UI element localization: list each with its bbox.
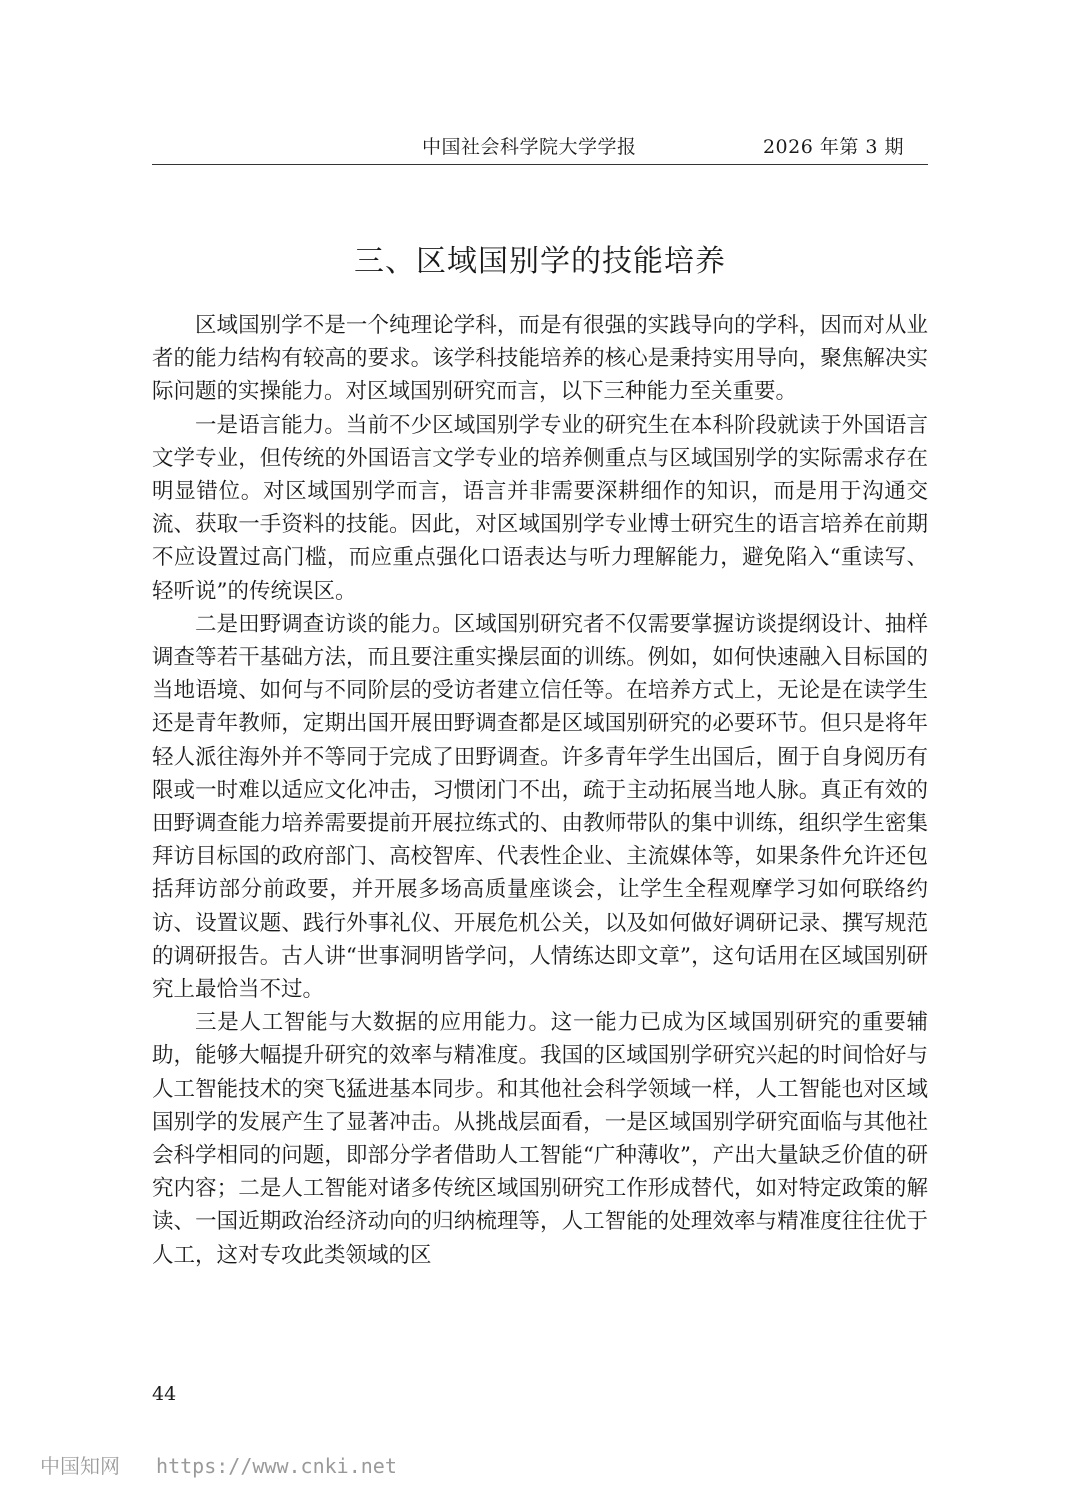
watermark-name: 中国知网 <box>40 1454 120 1478</box>
watermark-url: https://www.cnki.net <box>156 1454 397 1478</box>
body-text <box>152 309 928 1272</box>
issue-number: 2026 年第 3 期 <box>762 136 904 158</box>
cnki-watermark <box>40 1450 397 1479</box>
journal-name: 中国社会科学院大学学报 <box>422 136 637 158</box>
paragraph-fieldwork-ability: 二是田野调查访谈的能力。区域国别研究者不仅需要掌握访谈提纲设计、抽样调查等若干基础方法，而且要注重实操层面的训练。例如，如何快速融入目标国的当地语境、如何与不同阶层的受访者建立信任等。在培养方式上，无论是在读学生还是青年教师，定期出国开展田野调查都是区域国别研究的必要环节。但只是将年轻人派往海外并不等同于完成了田野调查。许多青年学生出国后，囿于自身阅历有限或一时难以适应文化冲击，习惯闭门不出，疏于主动拓展当地人脉。真正有效的田野调查能力培养需要提前开展拉练式的、由教师带队的集中训练，组织学生密集拜访目标国的政府部门、高校智库、代表性企业、主流媒体等，如果条件允许还包括拜访部分前政要，并开展多场高质量座谈会，让学生全程观摩学习如何联络约访、设置议题、践行外事礼仪、开展危机公关，以及如何做好调研记录、撰写规范的调研报告。古人讲“世事洞明皆学问，人情练达即文章”，这句话用在区域国别研究上最恰当不过。 <box>152 611 928 1003</box>
paragraph-ai-ability: 三是人工智能与大数据的应用能力。这一能力已成为区域国别研究的重要辅助，能够大幅提升研究的效率与精准度。我国的区域国别学研究兴起的时间恰好与人工智能技术的突飞猛进基本同步。和其他社会科学领域一样，人工智能也对区域国别学的发展产生了显著冲击。从挑战层面看，一是区域国别学研究面临与其他社会科学相同的问题，即部分学者借助人工智能“广种薄收”，产出大量缺乏价值的研究内容；二是人工智能对诸多传统区域国别研究工作形成替代，如对特定政策的解读、一国近期政治经济动向的归纳梳理等，人工智能的处理效率与精准度往往优于人工，这对专攻此类领域的区 <box>152 1010 928 1268</box>
section-title: 三、区域国别学的技能培养 <box>354 244 726 279</box>
running-header <box>152 128 928 165</box>
paragraph-language-ability: 一是语言能力。当前不少区域国别学专业的研究生在本科阶段就读于外国语言文学专业，但传统的外国语言文学专业的培养侧重点与区域国别学的实际需求存在明显错位。对区域国别学而言，语言并非需要深耕细作的知识，而是用于沟通交流、获取一手资料的技能。因此，对区域国别学专业博士研究生的语言培养在前期不应设置过高门槛，而应重点强化口语表达与听力理解能力，避免陷入“重读写、轻听说”的传统误区。 <box>152 412 928 604</box>
paragraph-intro: 区域国别学不是一个纯理论学科，而是有很强的实践导向的学科，因而对从业者的能力结构有较高的要求。该学科技能培养的核心是秉持实用导向，聚焦解决实际问题的实操能力。对区域国别研究而言，以下三种能力至关重要。 <box>152 313 928 405</box>
page-number: 44 <box>152 1383 177 1405</box>
